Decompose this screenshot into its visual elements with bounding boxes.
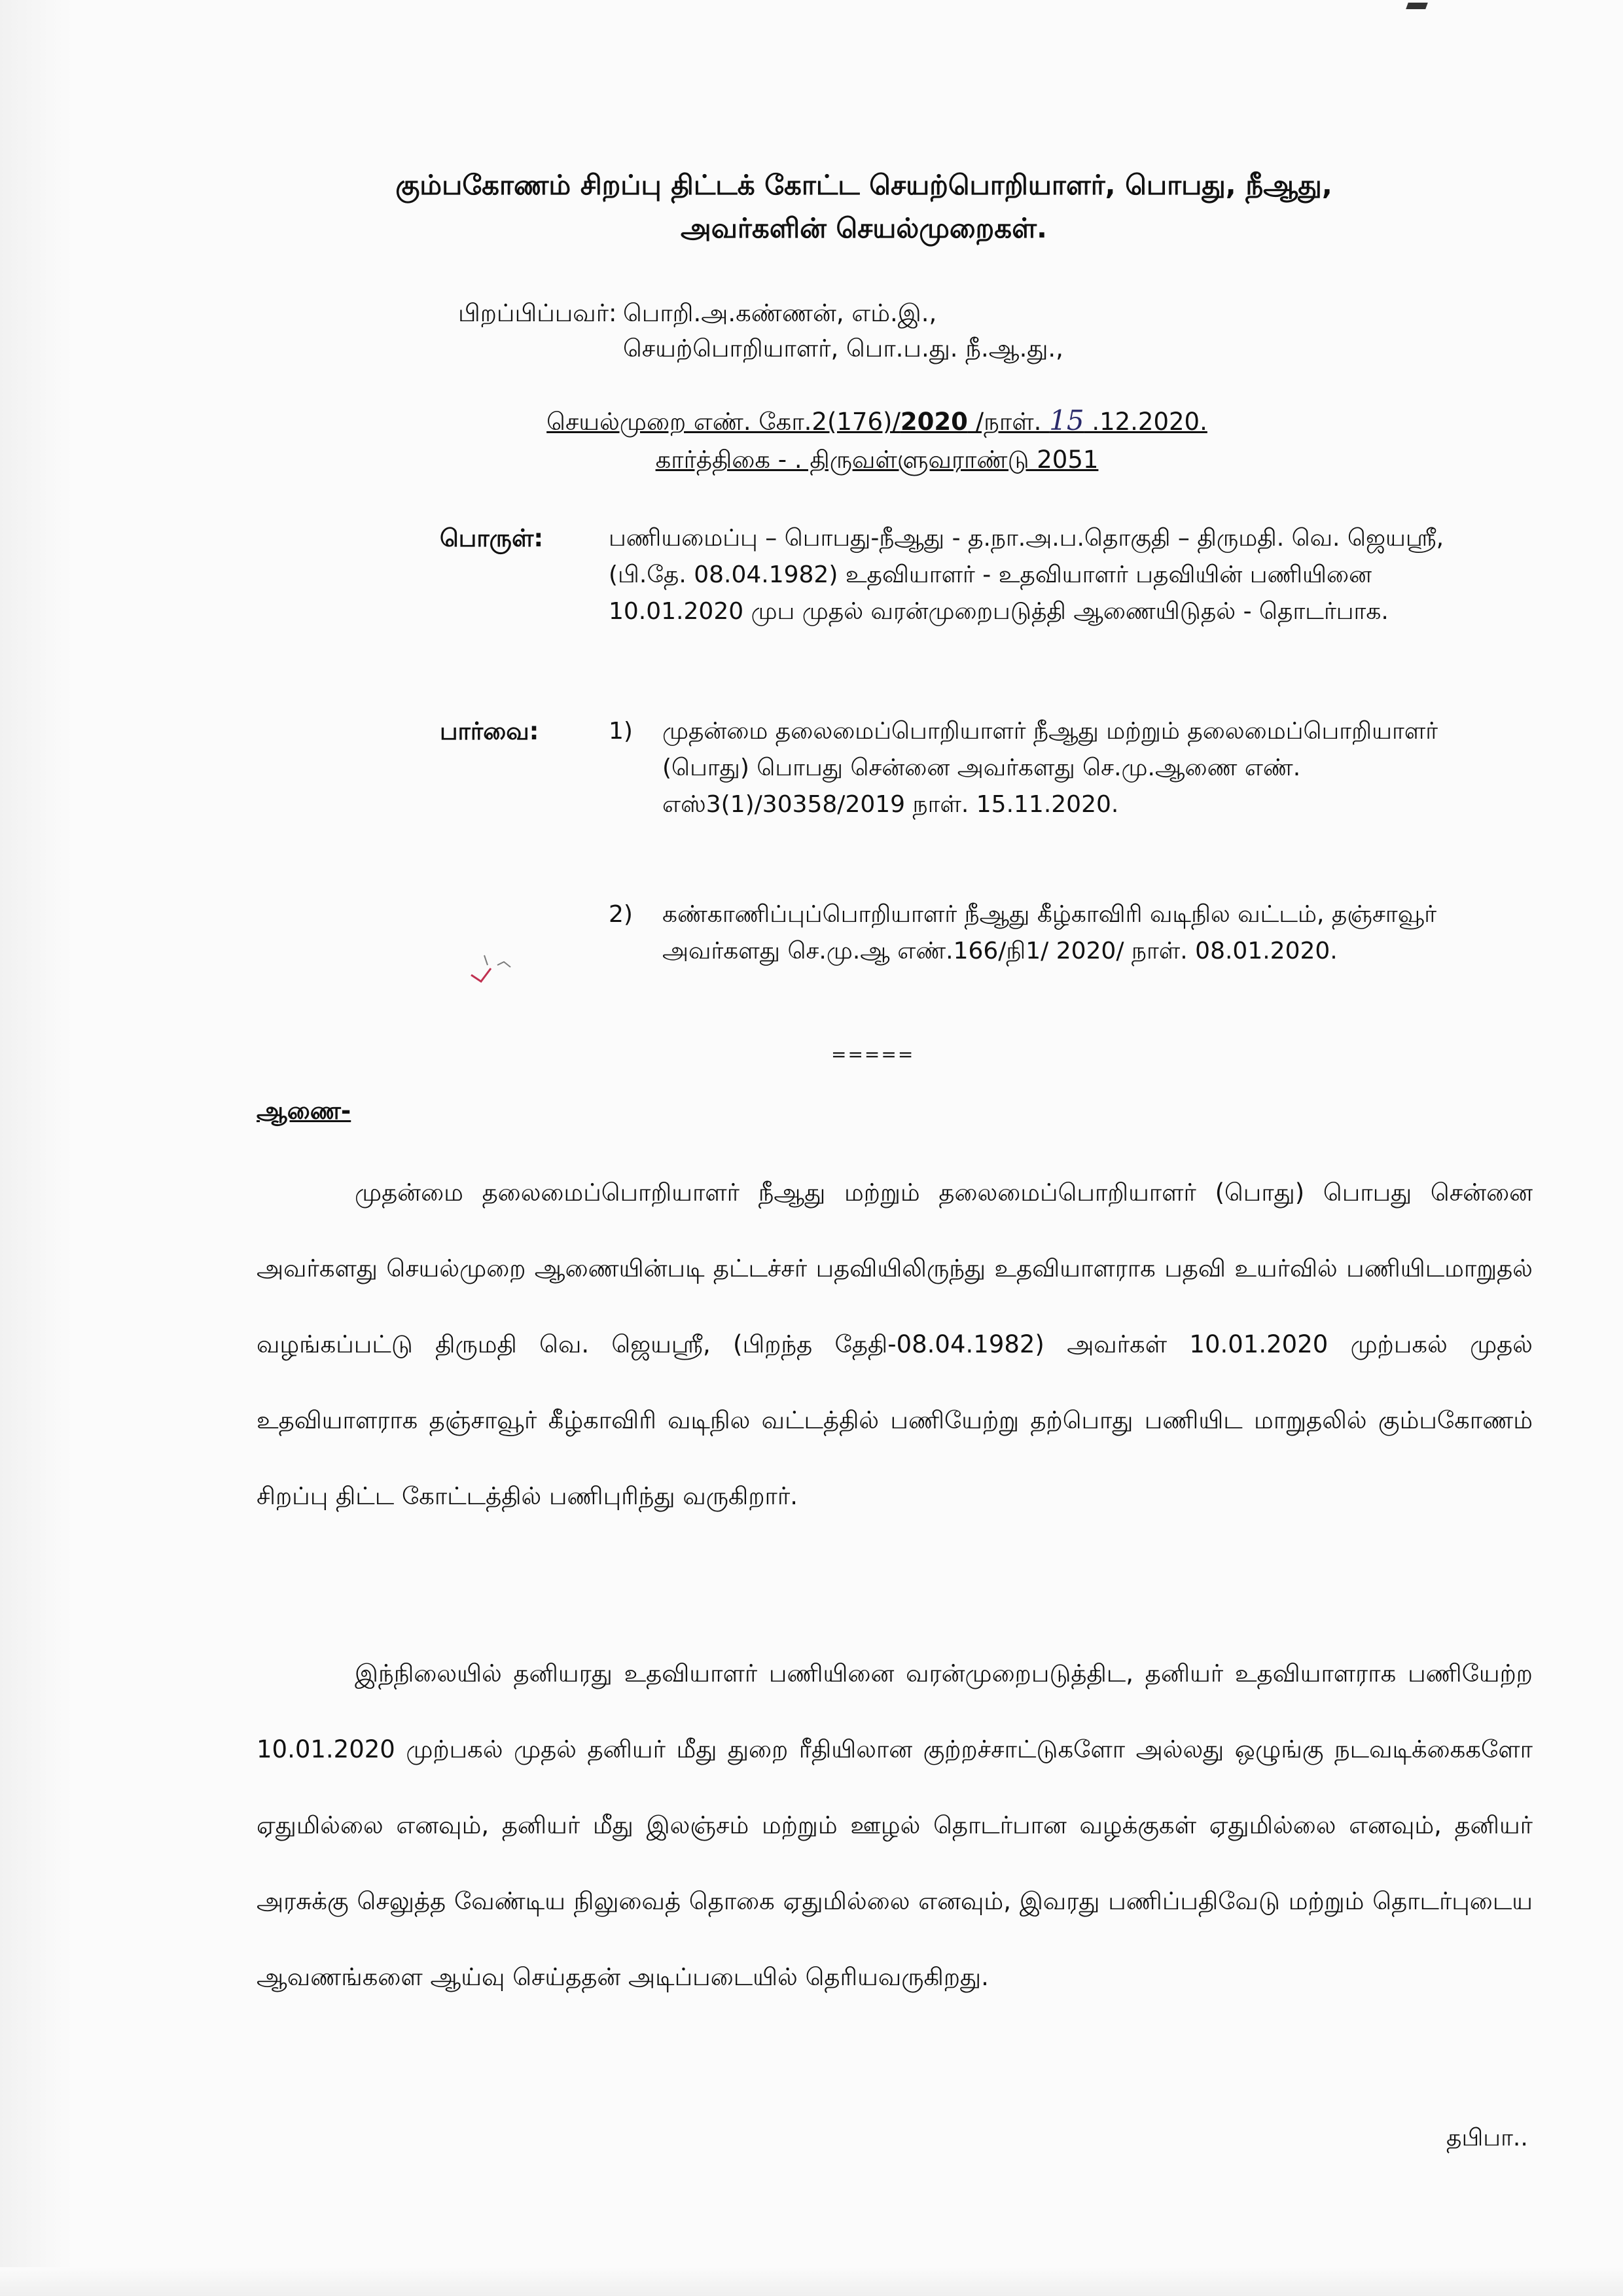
scan-shadow-left — [0, 0, 72, 2296]
continued-marker: தபிபா.. — [1446, 2125, 1528, 2151]
title-line-1: கும்பகோணம் சிறப்பு திட்டக் கோட்ட செயற்பொறியாளர், பொபது, நீஆது, — [395, 169, 1332, 201]
order-paragraph-2: இந்நிலையில் தனியரது உதவியாளர் பணியினை வரன்முறைபடுத்திட, தனியர் உதவியாளராக பணியேற்ற 10.01.2020 முற்பகல் முதல் தனியர் மீது துறை ரீதியிலான குற்றச்சாட்டுகளோ அல்லது ஒழுங்கு நடவடிக்கைகளோ ஏதுமில்லை எனவும், தனியர் மீது இலஞ்சம் மற்றும் ஊழல் தொடர்பான வழக்குகள் ஏதுமில்லை எனவும், தனியர் அரசுக்கு செலுத்த வேண்டிய நிலுவைத் தொகை ஏதுமில்லை எனவும், இவரது பணிப்பதிவேடு மற்றும் தொடர்புடைய ஆவணங்களை ஆய்வு செய்ததன் அடிப்படையில் தெரியவருகிறது. — [257, 1659, 1533, 1991]
proceedings-date-label: /நாள். — [967, 408, 1050, 436]
handwritten-day: 15 — [1049, 404, 1084, 436]
reference-2-text: கண்காணிப்புப்பொறியாளர் நீஆது கீழ்காவிரி வடிநில வட்டம், தஞ்சாவூர் அவர்களது செ.மு.ஆ எண்.166/நி1/ 2020/ நாள். 08.01.2020. — [662, 901, 1437, 964]
reference-2-number: 2) — [609, 901, 633, 928]
issuer-block — [623, 296, 1063, 366]
section-separator: ===== — [831, 1044, 915, 1065]
order-heading: ஆணை- — [257, 1097, 351, 1125]
proceedings-date-suffix: .12.2020. — [1084, 408, 1207, 436]
issuer-label: பிறப்பிப்பவர்: — [458, 299, 617, 327]
tamil-calendar-date: கார்த்திகை - . திருவள்ளுவராண்டு 2051 — [655, 446, 1099, 474]
ink-mark — [458, 929, 550, 1001]
issuer-designation: செயற்பொறியாளர், பொ.ப.து. நீ.ஆ.து., — [623, 334, 1063, 362]
proceedings-prefix: செயல்முறை எண். கோ.2(176)/ — [546, 408, 901, 436]
order-paragraph-1: முதன்மை தலைமைப்பொறியாளர் நீஆது மற்றும் தலைமைப்பொறியாளர் (பொது) பொபது சென்னை அவர்களது செயல்முறை ஆணையின்படி தட்டச்சர் பதவியிலிருந்து உதவியாளராக பதவி உயர்வில் பணியிடமாறுதல் வழங்கப்பட்டு திருமதி வெ. ஜெயஸ்ரீ, (பிறந்த தேதி-08.04.1982) அவர்கள் 10.01.2020 முற்பகல் முதல் உதவியாளராக தஞ்சாவூர் கீழ்காவிரி வடிநில வட்டத்தில் பணியேற்று தற்பொது பணியிட மாறுதலில் கும்பகோணம் சிறப்பு திட்ட கோட்டத்தில் பணிபுரிந்து வருகிறார். — [257, 1178, 1533, 1510]
scan-shadow-bottom — [0, 2267, 1623, 2296]
document-title — [236, 164, 1492, 250]
reference-label: பார்வை: — [440, 717, 539, 745]
title-line-2: அவர்களின் செயல்முறைகள். — [681, 212, 1047, 244]
proceedings-number — [458, 402, 1296, 440]
subject-label: பொருள்: — [440, 524, 544, 552]
subject-text: பணியமைப்பு – பொபது-நீஆது - த.நா.அ.ப.தொகுதி – திருமதி. வெ. ஜெயஸ்ரீ, (பி.தே. 08.04.1982) உதவியாளர் - உதவியாளர் பதவியின் பணியினை 10.01.2020 முப முதல் வரன்முறைபடுத்தி ஆணையிடுதல் - தொடர்பாக. — [609, 525, 1444, 625]
staple-mark — [1406, 3, 1428, 9]
reference-1-number: 1) — [609, 718, 633, 745]
reference-1-text: முதன்மை தலைமைப்பொறியாளர் நீஆது மற்றும் தலைமைப்பொறியாளர் (பொது) பொபது சென்னை அவர்களது செ.மு.ஆணை எண். எஸ்3(1)/30358/2019 நாள். 15.11.2020. — [662, 718, 1438, 818]
issuer-name: பொறி.அ.கண்ணன், எம்.இ., — [623, 299, 937, 327]
proceedings-year: 2020 — [900, 408, 968, 436]
